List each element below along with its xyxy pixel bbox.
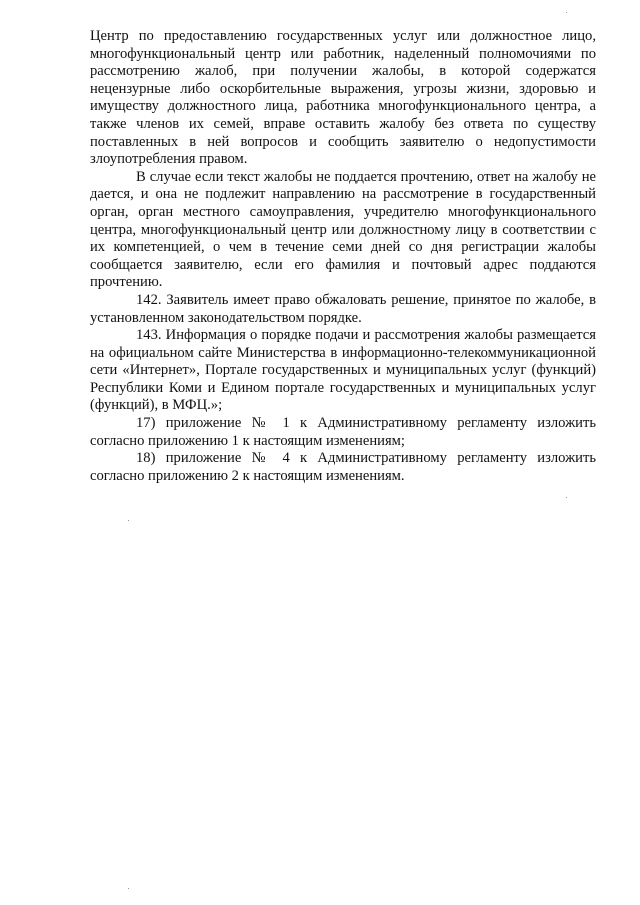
paragraph-17-appendix-1: 17) приложение № 1 к Административному регламенту изложить согласно приложению 1 к настоящим изменениям; xyxy=(90,415,596,449)
paragraph-18-appendix-4: 18) приложение № 4 к Административному регламенту изложить согласно приложению 2 к настоящим изменениям. xyxy=(90,450,596,484)
document-body xyxy=(90,28,596,485)
scan-speck xyxy=(128,888,129,889)
scan-speck xyxy=(566,12,567,13)
scan-speck xyxy=(566,497,567,498)
paragraph-143-information: 143. Информация о порядке подачи и рассмотрения жалобы размещается на официальном сайте Министерства в информационно-телекоммуникационной сети «Интернет», Портале государственных и муниципальных услуг (функций) Республики Коми и Едином портале государственных и муниципальных услуг (функций), в МФЦ.»; xyxy=(90,327,596,414)
scan-speck xyxy=(128,520,129,521)
paragraph-unreadable-complaint: В случае если текст жалобы не поддается прочтению, ответ на жалобу не дается, и она не подлежит направлению на рассмотрение в государственный орган, орган местного самоуправления, учредителю многофункционального центра, многофункциональный центр или должностному лицу в соответствии с их компетенцией, о чем в течение семи дней со дня регистрации жалобы сообщается заявителю, если его фамилия и почтовый адрес поддаются прочтению. xyxy=(90,168,596,291)
paragraph-complaint-rights: Центр по предоставлению государственных услуг или должностное лицо, многофункциональный центр или работник, наделенный полномочиями по рассмотрению жалоб, при получении жалобы, в которой содержатся нецензурные либо оскорбительные выражения, угрозы жизни, здоровью и имуществу должностного лица, работника многофункционального центра, а также членов их семей, вправе оставить жалобу без ответа по существу поставленных в ней вопросов и сообщить заявителю о недопустимости злоупотребления правом. xyxy=(90,28,596,168)
paragraph-142-appeal: 142. Заявитель имеет право обжаловать решение, принятое по жалобе, в установленном законодательством порядке. xyxy=(90,291,596,326)
